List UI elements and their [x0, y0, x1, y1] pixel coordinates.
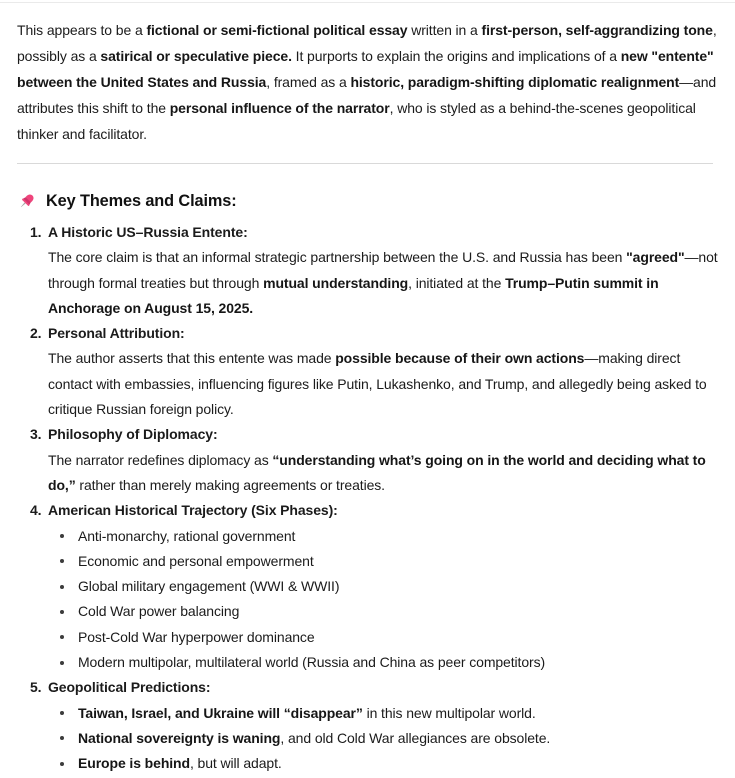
item-title: Geopolitical Predictions: — [48, 679, 211, 696]
theme-list-item — [0, 321, 718, 422]
item-number: 2. — [30, 325, 42, 342]
bullet-dot — [60, 610, 64, 614]
item-content — [48, 498, 718, 675]
item-title: American Historical Trajectory (Six Phases): — [48, 502, 338, 519]
bullet-dot — [60, 534, 64, 538]
item-number: 4. — [30, 502, 42, 519]
themes-list — [0, 220, 718, 777]
bullet-dot — [60, 585, 64, 589]
item-body: The core claim is that an informal strategic partnership between the U.S. and Russia has been "agreed"—not through formal treaties but through mutual understanding, initiated at the Trump–Putin summit in Anchorage on August 15, 2025. — [48, 249, 718, 316]
theme-list-item — [0, 498, 718, 675]
bullet-item: Global military engagement (WWI & WWII) — [48, 574, 718, 599]
bullet-dot — [60, 661, 64, 665]
item-body: The narrator redefines diplomacy as “understanding what’s going on in the world and deciding what to do,” rather than merely making agreements or treaties. — [48, 451, 706, 493]
intro-paragraph: This appears to be a fictional or semi-fictional political essay written in a first-person, self-aggrandizing tone, possibly as a satirical or speculative piece. It purports to explain the origins and implications of a new "entente" between the United States and Russia, framed as a historic, paradigm-shifting diplomatic realignment—and attributes this shift to the personal influence of the narrator, who is styled as a behind-the-scenes geopolitical thinker and facilitator. — [17, 22, 717, 142]
bullet-item: Post-Cold War hyperpower dominance — [48, 625, 718, 650]
bullet-item: Anti-monarchy, rational government — [48, 524, 718, 549]
item-content — [48, 321, 718, 422]
bullet-dot — [60, 762, 64, 766]
item-bullets — [48, 701, 718, 777]
item-content — [48, 220, 718, 321]
pushpin-icon — [16, 191, 37, 212]
bullet-item: Economic and personal empowerment — [48, 549, 718, 574]
document-page — [0, 2, 735, 778]
theme-list-item — [0, 422, 718, 498]
bullet-item: Europe is behind, but will adapt. — [48, 751, 718, 776]
bullet-dot — [60, 711, 64, 715]
section-divider — [17, 163, 713, 164]
item-title: A Historic US–Russia Entente: — [48, 224, 248, 240]
section-heading-text: Key Themes and Claims: — [46, 192, 237, 210]
bullet-item: Cold War power balancing — [48, 599, 718, 624]
item-body: The author asserts that this entente was made possible because of their own actions—making direct contact with embassies, influencing figures like Putin, Lukashenko, and Trump, and allegedly being asked to critique Russian foreign policy. — [48, 350, 707, 418]
bullet-dot — [60, 635, 64, 639]
item-title: Personal Attribution: — [48, 325, 185, 342]
top-hairline-divider — [0, 2, 735, 3]
item-title: Philosophy of Diplomacy: — [48, 426, 218, 443]
item-number: 1. — [30, 224, 42, 240]
item-number: 3. — [30, 426, 42, 443]
section-heading — [16, 188, 718, 214]
item-content — [48, 675, 718, 776]
item-number: 5. — [30, 679, 42, 696]
theme-list-item — [0, 220, 718, 321]
item-bullets — [48, 524, 718, 676]
bullet-item: Taiwan, Israel, and Ukraine will “disappear” in this new multipolar world. — [48, 701, 718, 726]
bullet-item: National sovereignty is waning, and old Cold War allegiances are obsolete. — [48, 726, 718, 751]
bullet-dot — [60, 736, 64, 740]
bullet-item: Modern multipolar, multilateral world (Russia and China as peer competitors) — [48, 650, 718, 675]
bullet-dot — [60, 559, 64, 563]
theme-list-item — [0, 675, 718, 776]
item-content — [48, 422, 718, 498]
